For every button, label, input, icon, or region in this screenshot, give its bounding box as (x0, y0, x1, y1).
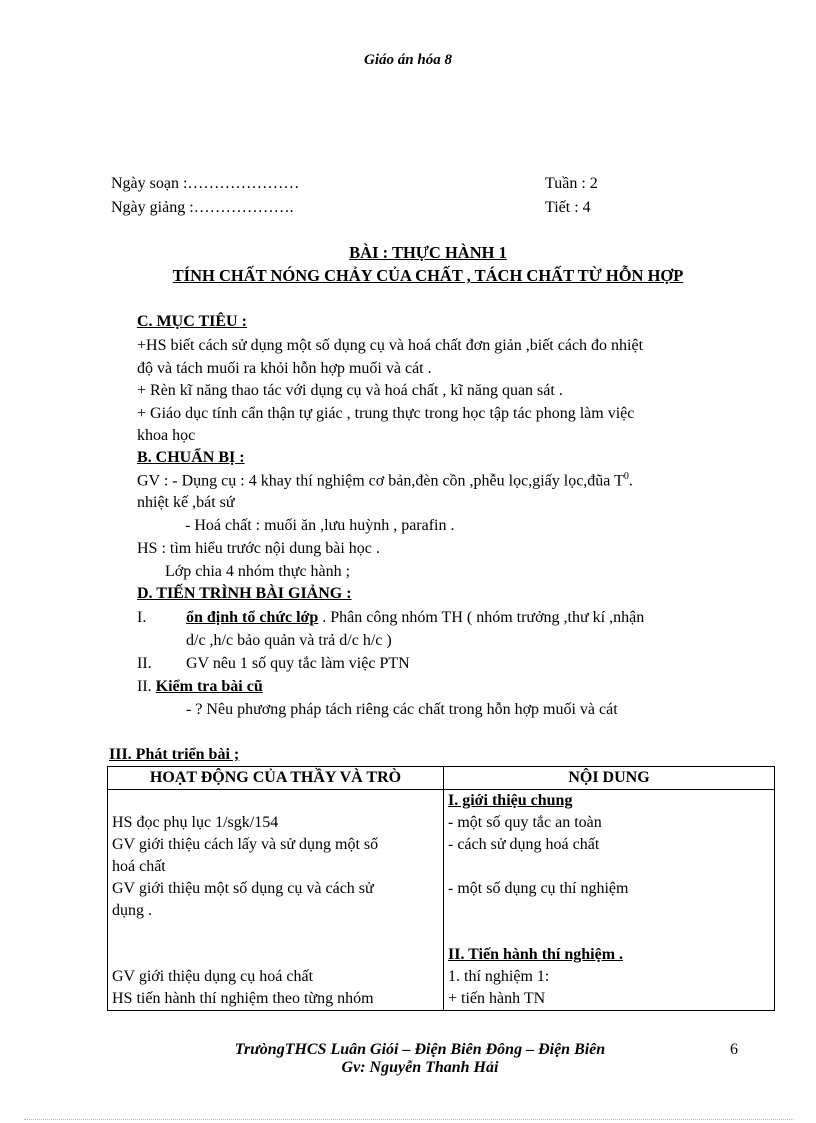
gv-chemicals: - Hoá chất : muối ăn ,lưu huỳnh , parafin . (185, 517, 455, 534)
page-number: 6 (730, 1041, 738, 1058)
review-question: - ? Nêu phương pháp tách riêng các chất trong hỗn hợp muối và cát (186, 701, 618, 718)
gv-tools-line (137, 471, 633, 490)
activity-line: HS đọc phụ lục 1/sgk/154 (112, 814, 279, 831)
activity-line (112, 944, 439, 966)
process-item-3-title: Kiểm tra bài cũ (155, 678, 263, 695)
objective-line: khoa học (137, 427, 196, 444)
objective-line: + Giáo dục tính cẩn thận tự giác , trung thực trong học tập tác phong làm việc (137, 404, 635, 422)
ngay-soan: Ngày soạn :………………… (111, 175, 300, 192)
activity-line: dụng . (112, 902, 152, 919)
hs-prep: HS : tìm hiểu trước nội dung bài học . (137, 540, 380, 557)
content-cell (444, 790, 775, 1011)
page-header: Giáo án hóa 8 (364, 52, 452, 68)
content-heading: II. Tiến hành thí nghiệm . (448, 946, 624, 963)
process-heading: D. TIẾN TRÌNH BÀI GIẢNG : (137, 585, 352, 602)
process-item-2-num: II. (137, 655, 152, 672)
development-heading: III. Phát triển bài ; (109, 746, 240, 763)
lesson-subtitle: TÍNH CHẤT NÓNG CHẢY CỦA CHẤT , TÁCH CHẤT TỪ HỖN HỢP (172, 266, 684, 285)
content-line: - cách sử dụng hoá chất (448, 836, 600, 853)
activity-line: HS tiến hành thí nghiệm theo từng nhóm (112, 990, 374, 1007)
objective-line: + Rèn kĩ năng thao tác với dụng cụ và hoá chất , kĩ năng quan sát . (137, 382, 563, 399)
ngay-giang: Ngày giảng :………………. (111, 199, 294, 216)
tiet: Tiết : 4 (545, 199, 591, 216)
objective-line: độ và tách muối ra khỏi hỗn hợp muối và cát . (137, 359, 432, 377)
gv-tools-end: . (628, 472, 633, 490)
content-line (448, 922, 770, 944)
activity-line: GV giới thiệu cách lấy và sử dụng một số (112, 836, 379, 853)
table-header-row (108, 767, 775, 790)
activity-line: GV giới thiệu dụng cụ hoá chất (112, 968, 314, 985)
col-header-activities: HOẠT ĐỘNG CỦA THẦY VÀ TRÒ (108, 767, 444, 790)
activity-line: GV giới thiệu một số dụng cụ và cách sử (112, 880, 374, 897)
activity-line: hoá chất (112, 858, 166, 875)
process-item-1-title: ổn định tổ chức lớp (186, 609, 319, 626)
content-line: - một số dụng cụ thí nghiệm (448, 880, 629, 897)
activity-line (112, 790, 439, 812)
activity-table (107, 766, 775, 1011)
superscript: 0 (623, 471, 629, 482)
process-item-3 (137, 678, 263, 696)
content-heading: I. giới thiệu chung (448, 792, 573, 809)
objectives-list (137, 335, 643, 448)
process-item-1-num: I. (137, 609, 147, 626)
content-line (448, 900, 770, 922)
objective-line: +HS biết cách sử dụng một số dụng cụ và hoá chất đơn giản ,biết cách đo nhiệt (137, 337, 644, 354)
objectives-heading: C. MỤC TIÊU : (137, 313, 247, 330)
lesson-title: BÀI : THỰC HÀNH 1 (349, 243, 507, 262)
activities-cell (108, 790, 444, 1011)
content-line (448, 856, 770, 878)
page-footer (160, 1041, 680, 1077)
gv-tools-line-2: nhiệt kế ,bát sứ (137, 494, 235, 511)
class-groups: Lớp chia 4 nhóm thực hành ; (165, 563, 351, 580)
bottom-divider (24, 1119, 794, 1120)
content-line: + tiến hành TN (448, 990, 546, 1007)
process-item-3-num: II. (137, 678, 152, 695)
content-line: - một số quy tắc an toàn (448, 814, 602, 831)
tuan: Tuần : 2 (545, 175, 598, 192)
process-item-2: GV nêu 1 số quy tắc làm việc PTN (186, 655, 410, 672)
col-header-content: NỘI DUNG (444, 767, 775, 790)
content-line: 1. thí nghiệm 1: (448, 968, 550, 985)
process-item-1-text: . Phân công nhóm TH ( nhóm trưởng ,thư kí ,nhận (318, 609, 645, 626)
activity-line (112, 922, 439, 944)
footer-school: TrưòngTHCS Luân Giói – Điện Biên Đông – Điện Biên (234, 1041, 606, 1058)
table-row (108, 790, 775, 1011)
process-item-1 (186, 609, 644, 627)
footer-teacher: Gv: Nguyễn Thanh Hải (341, 1059, 499, 1076)
process-item-1-cont: d/c ,h/c bảo quản và trả d/c h/c ) (186, 632, 392, 649)
preparation-heading: B. CHUẨN BỊ : (137, 449, 245, 466)
gv-tools-text: GV : - Dụng cụ : 4 khay thí nghiệm cơ bản,đèn cồn ,phễu lọc,giấy lọc,đũa T (137, 472, 624, 490)
